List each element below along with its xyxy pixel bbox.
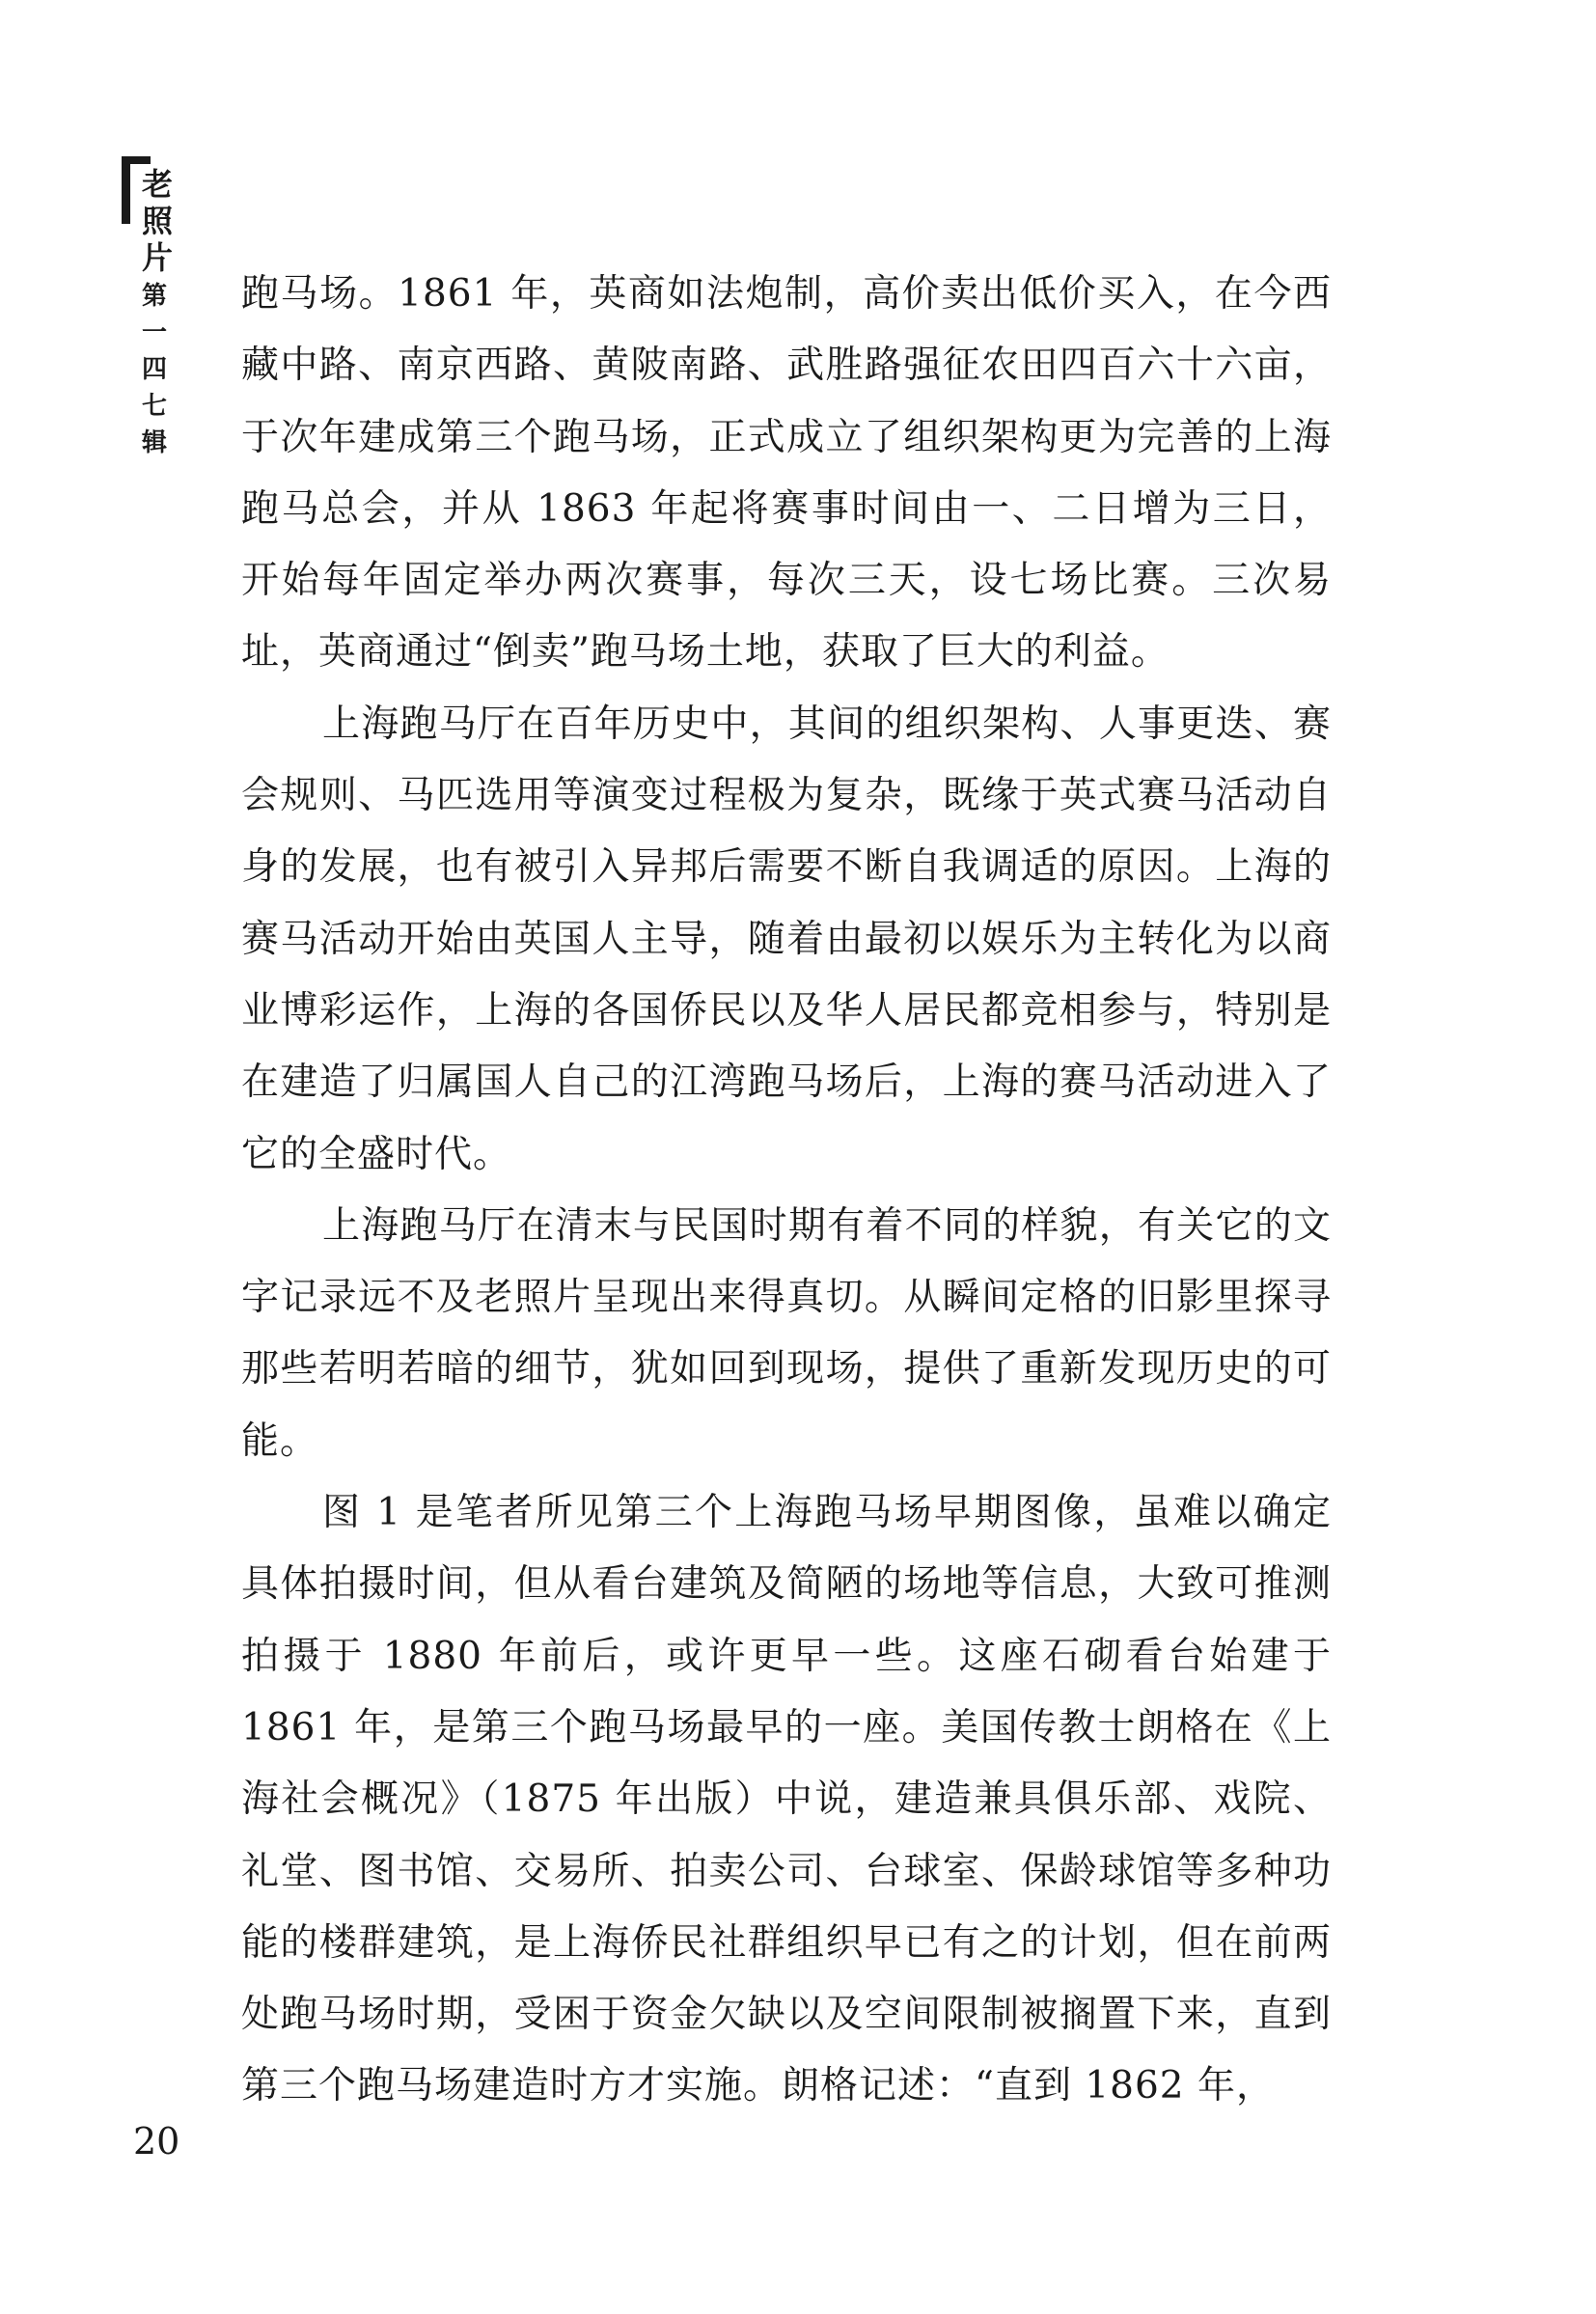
issue-label: 第一四七辑	[141, 282, 167, 457]
body-text	[241, 259, 1332, 2123]
page-number: 20	[133, 2120, 180, 2162]
paragraph-1: 跑马场。1861 年，英商如法炮制，高价卖出低价买入，在今西藏中路、南京西路、黄陂南路、武胜路强征农田四百六十六亩，于次年建成第三个跑马场，正式成立了组织架构更为完善的上海跑马总会，并从 1863 年起将赛事时间由一、二日增为三日，开始每年固定举办两次赛事，每次三天，设七场比赛。三次易址，英商通过“倒卖”跑马场土地，获取了巨大的利益。	[241, 272, 1332, 675]
paragraph-2: 上海跑马厅在百年历史中，其间的组织架构、人事更迭、赛会规则、马匹选用等演变过程极为复杂，既缘于英式赛马活动自身的发展，也有被引入异邦后需要不断自我调适的原因。上海的赛马活动开始由英国人主导，随着由最初以娱乐为主转化为以商业博彩运作，上海的各国侨民以及华人居民都竞相参与，特别是在建造了归属国人自己的江湾跑马场后，上海的赛马活动进入了它的全盛时代。	[241, 702, 1332, 1176]
series-mark-top	[122, 156, 151, 164]
paragraph-3: 上海跑马厅在清末与民国时期有着不同的样貌，有关它的文字记录远不及老照片呈现出来得真切。从瞬间定格的旧影里探寻那些若明若暗的细节，犹如回到现场，提供了重新发现历史的可能。	[241, 1203, 1332, 1463]
series-title: 老照片	[141, 166, 173, 276]
paragraph-4: 图 1 是笔者所见第三个上海跑马场早期图像，虽难以确定具体拍摄时间，但从看台建筑及简陋的场地等信息，大致可推测拍摄于 1880 年前后，或许更早一些。这座石砌看台始建于 1861 年，是第三个跑马场最早的一座。美国传教士朗格在《上海社会概况》（1875 年出版）中说，建造兼具俱乐部、戏院、礼堂、图书馆、交易所、拍卖公司、台球室、保龄球馆等多种功能的楼群建筑，是上海侨民社群组织早已有之的计划，但在前两处跑马场时期，受困于资金欠缺以及空间限制被搁置下来，直到第三个跑马场建造时方才实施。朗格记述：“直到 1862 年，	[241, 1491, 1332, 2108]
series-mark-bar	[122, 156, 130, 224]
